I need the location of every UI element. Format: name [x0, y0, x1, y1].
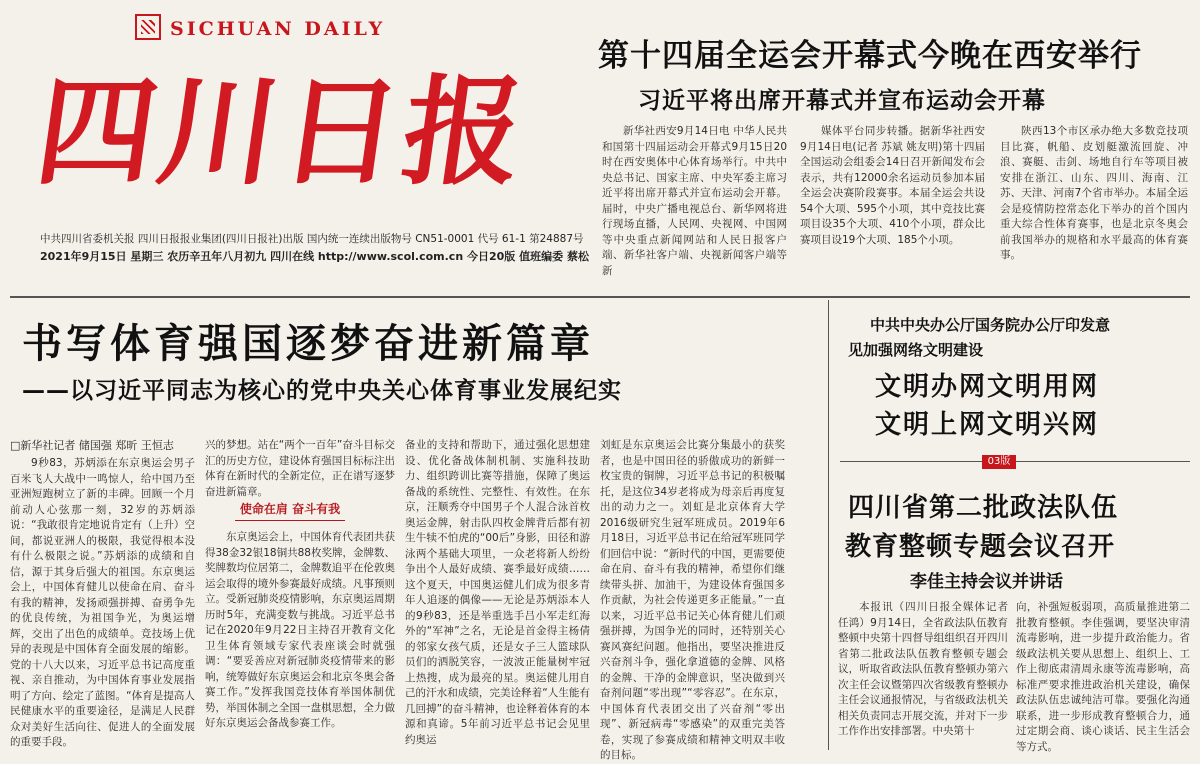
story2-headline-line-2: 教育整顿专题会议召开 — [845, 532, 1116, 562]
lead-column-3 — [1000, 124, 1188, 261]
masthead-logo: 四川日报 — [28, 62, 536, 201]
column-divider — [828, 300, 829, 750]
masthead-english: SICHUAN DAILY — [170, 18, 386, 40]
lead-column-3-text: 陕西13个市区承办绝大多数竞技项目比赛，帆船、皮划艇激流回旋、冲浪、赛艇、击剑、场地自行车等项目被安排在浙江、山东、四川、海南、江苏、天津、河南7个省市举办。本届全运会是疫情防控常态化下举办的首个国内重大综合性体育赛事，也是北京冬奥会前我国举办的规格和水平最高的体育赛事。 — [1000, 125, 1188, 261]
sidebar-headline-line-2: 文明上网文明兴网 — [875, 410, 1100, 440]
feature-column-4-text: 刘虹是东京奥运会比赛分集最小的获奖者，也是中国田径的骄傲成功的新鲜一枚宝贵的铜牌，习近平总书记的积极嘱托，是这位34岁老将成为母亲后再度复出的动力之一。刘虹是北京体育大学2016级研究生冠军班成员。2019年6月18日，习近平总书记在给冠军班同学们回信中说：“新时代的中国，更需要使命在肩、奋斗有我的精神，希望你们继续带头拼、加油干，为建设体育强国多作贡献，为社会传递更多正能量。”一直以来，习近平总书记关心体育健儿们顽强拼搏，为国争光的同时，还特别关心赛风赛纪问题。他指出，要坚决推进反兴奋剂斗争，强化拿道德的金牌、风格的金牌、干净的金牌意识，坚决做到兴奋剂问题“零出现”“零容忍”。在东京，中国体育代表团交出了兴奋剂“零出现”、新冠病毒“零感染”的双重完美答卷，实现了参赛成绩和精神文明双丰收的目标。 — [600, 439, 785, 761]
sidebar-kicker-line-2: 见加强网络文明建设 — [848, 341, 984, 359]
publisher-info: 中共四川省委机关报 四川日报报业集团(四川日报社)出版 国内统一连续出版物号 CN51-0001 代号 61-1 第24887号 — [40, 233, 584, 245]
story2-column-2 — [1016, 600, 1190, 753]
feature-column-2-text: 兴的梦想。站在“两个一百年”奋斗目标交汇的历史方位，建设体育强国目标标注出体育在新时代的全新定位，正在谱写逐梦奋进新篇章。 — [205, 439, 395, 498]
story2-column-2-text: 向，补强短板弱项，高质量推进第二批教育整顿。李佳强调，要坚决审清流毒影响，进一步提升政治能力。省级政法机关要从思想上、组织上、工作上彻底肃清周永康等流毒影响，高标准严要求推进政治机关建设，确保政法队伍忠诚纯洁可靠。要强化沟通联系，进一步形成教育整顿合力，通过定期会商、谈心谈话、民主生活会等方式。 — [1016, 601, 1190, 753]
feature-subhead: 使命在肩 奋斗有我 — [239, 502, 341, 516]
lead-headline: 第十四届全运会开幕式今晚在西安举行 — [598, 38, 1142, 74]
sidebar-headline-line-1: 文明办网文明用网 — [875, 372, 1100, 402]
feature-column-2b-text: 东京奥运会上，中国体育代表团共获得38金32银18铜共88枚奖牌，金牌数、奖牌数均位居第二，金牌数追平在伦敦奥运会取得的境外参赛最好成绩。凡事预则立。受新冠肺炎疫情影响，东京奥运周期历时5年，充满变数与挑战。习近平总书记在2020年9月22日主持召开教育文化卫生体育领域专家代表座谈会时就强调：“要妥善应对新冠肺炎疫情带来的影响，统筹做好东京奥运会和北京冬奥会备赛工作。”发挥我国竞技体育举国体制优势，举国体制之全国一盘棋思想，全力做好东京奥运会备战参赛工作。 — [205, 531, 395, 729]
feature-headline: 书写体育强国逐梦奋进新篇章 — [22, 321, 594, 367]
feature-byline: □新华社记者 储国强 郑昕 王恒志 — [10, 439, 174, 452]
story2-column-1 — [838, 600, 1008, 750]
feature-column-1-text: 9秒83，苏炳添在东京奥运会男子百米飞人大战中一鸣惊人，给中国乃至亚洲短跑树立了新的丰碑。回顾一个月前动人心弦那一刻，32岁的苏炳添说：“我敢很肯定地说肯定有（上升）空间，都说亚洲人的极限，我觉得根本没有什么极限之说。”苏炳添的成绩和自信，源于其身后强大的祖国。东京奥运会上，中国体育健儿以使命在肩、奋斗有我的精神，发扬顽强拼搏、奋勇争先的优良传统，为祖国争光，为奥运增辉，交出了出色的成绩单。竞技场上优异的表现是中国体育全面发展的缩影。党的十八大以来，习近平总书记高度重视、亲自推动，为中国体育事业发展指明了方向、绘定了蓝图。“体育是提高人民健康水平的重要途径，是满足人民群众对美好生活向往、促进人的全面发展的重要手段。 — [10, 457, 195, 748]
lead-column-1-text: 新华社西安9月14日电 中华人民共和国第十四届运动会开幕式9月15日20时在西安奥体中心体育场举行。中共中央总书记、国家主席、中央军委主席习近平将出席开幕式并宣布运动会开幕。届时，中央广播电视总台、新华网将进行现场直播，人民网、央视网、中国网等中央重点新闻网站和人民日报客户端、新华社客户端、央视新闻客户端等新 — [602, 125, 787, 277]
lead-column-1 — [602, 124, 787, 277]
date-line: 2021年9月15日 星期三 农历辛丑年八月初九 四川在线 http://www.scol.com.cn 今日20版 值班编委 蔡松 — [40, 250, 589, 263]
subhead-underline — [235, 520, 345, 521]
page-badge: 03版 — [982, 455, 1016, 469]
lead-subheadline: 习近平将出席开幕式并宣布运动会开幕 — [638, 88, 1046, 114]
feature-column-2 — [205, 438, 395, 496]
sidebar-kicker-line-1: 中共中央办公厅国务院办公厅印发意 — [870, 316, 1111, 334]
story2-subheadline: 李佳主持会议并讲话 — [910, 572, 1063, 592]
feature-column-2b — [205, 530, 395, 750]
lead-column-2-text: 媒体平台同步转播。据新华社西安9月14日电(记者 苏斌 姚友明)第十四届全国运动会组委会14日召开新闻发布会表示，共有12000余名运动员参加本届全运会决赛阶段赛事。本届全运会共设54个大项、595个小项，其中竞技比赛项目设35个大项、410个小项，群众比赛项目设19个大项、185个小项。 — [800, 125, 985, 246]
feature-subheadline: ——以习近平同志为核心的党中央关心体育事业发展纪实 — [22, 378, 622, 404]
sichuan-daily-emblem-icon — [135, 14, 161, 40]
lead-column-2 — [800, 124, 985, 256]
feature-column-4 — [600, 438, 785, 761]
section-divider — [10, 296, 1190, 298]
feature-column-3 — [405, 438, 590, 750]
story2-headline-line-1: 四川省第二批政法队伍 — [848, 493, 1119, 523]
story2-column-1-text: 本报讯（四川日报全媒体记者 任鸿）9月14日，全省政法队伍教育整顿中央第十四督导组组织召开四川省第二批政法队伍教育整顿专题会议，听取省政法队伍教育整顿办第六次主任会议暨第四次省级教育整顿办主任会议通报情况，与省级政法机关相关负责同志开展交流，并对下一步工作作出安排部署。中央第十 — [838, 601, 1008, 737]
feature-subhead-box — [205, 500, 375, 521]
feature-column-1 — [10, 456, 195, 750]
feature-column-3-text: 备业的支持和帮助下，通过强化思想建设、优化备战体制机制、实施科技助力、组织跨训比赛等措施，保障了奥运备战的系统性、完整性、有效性。在东京，汪顺秀夺中国男子个人混合泳首枚奥运金牌，射击队四枚金牌背后都有初生牛犊不怕虎的“00后”身影，田径和游泳两个基础大项里，一众老将新人纷纷争出个人最好成绩、赛季最好成绩……这个夏天，中国奥运健儿们成为很多青年人追逐的偶像——无论是苏炳添本人的9秒83，还是举重选手吕小军走红海外的“军神”之名，无论是首金得主杨倩的邻家女孩气质，还是女子三人篮球队员们的洒脱笑容，一波波正能量树牢冠上热搜，成为最亮的星。奥运健儿用自己的汗水和成绩，完美诠释着“人生能有几回搏”的奋斗精神，也诠释着体育的本源和真谛。5年前习近平总书记会见里约奥运 — [405, 439, 590, 746]
